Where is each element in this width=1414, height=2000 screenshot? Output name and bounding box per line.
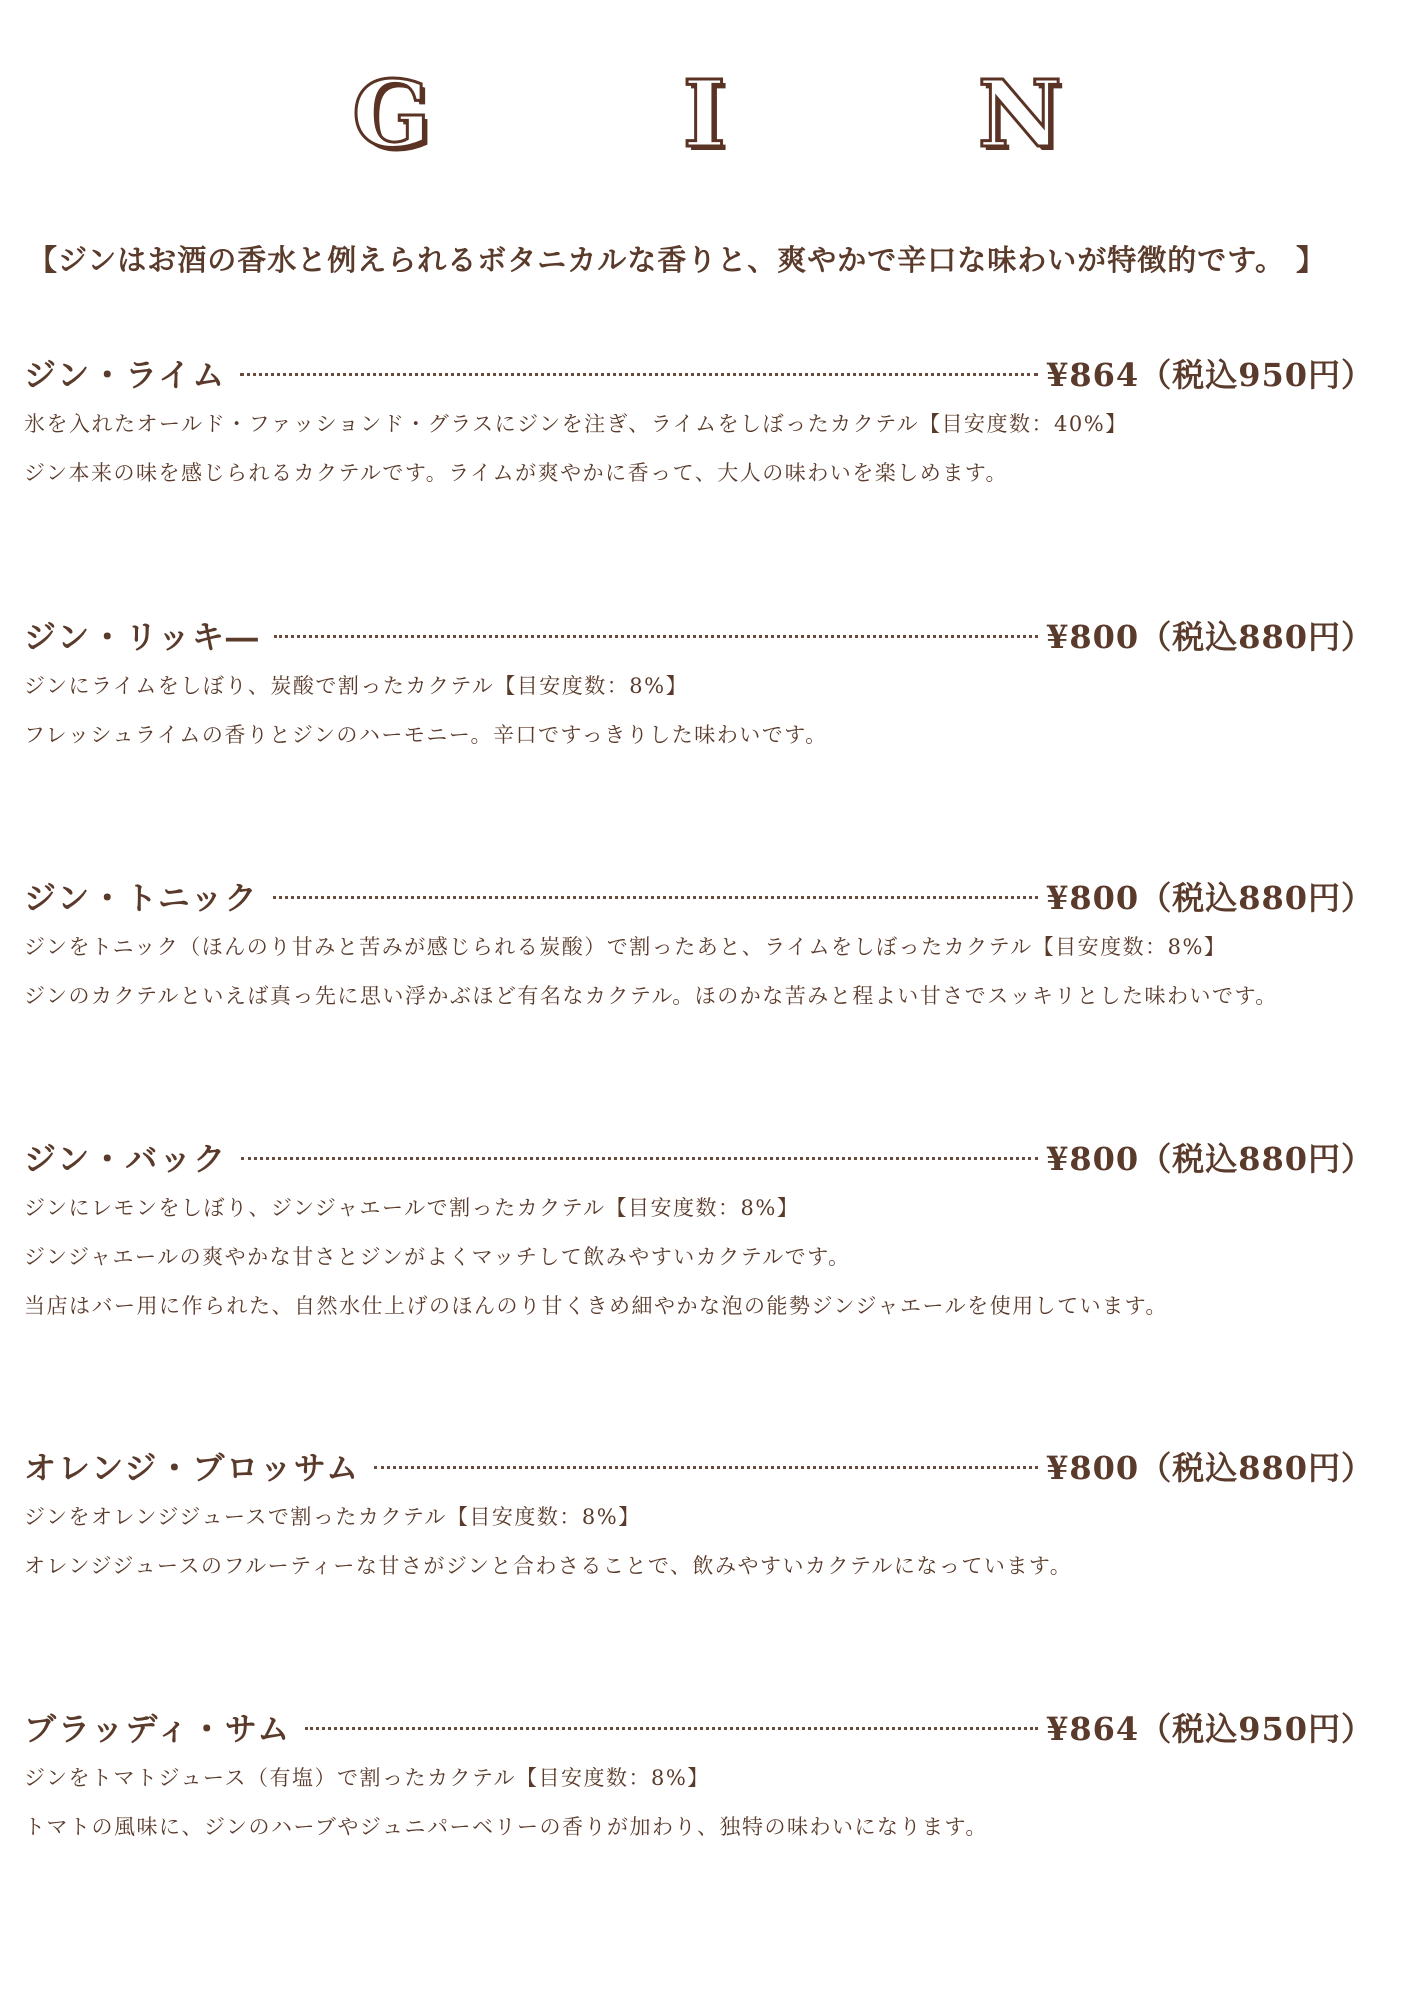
menu-item-bloody-sam: [24, 1704, 1374, 1852]
item-description: ジンをトマトジュース（有塩）で割ったカクテル【目安度数：8%】: [24, 1766, 710, 1790]
item-header: [24, 1704, 1374, 1750]
item-name: ジン・ライム: [24, 356, 227, 394]
menu-item-orange-blossom: [24, 1443, 1374, 1591]
item-price: ¥800（税込880円）: [1046, 879, 1374, 917]
dot-leader: [374, 1466, 1038, 1469]
item-header: [24, 1443, 1374, 1489]
menu-item-gin-buck: [24, 1134, 1374, 1331]
dot-leader: [240, 373, 1038, 376]
item-price: ¥864（税込950円）: [1046, 356, 1374, 394]
item-description: トマトの風味に、ジンのハーブやジュニパーベリーの香りが加わり、独特の味わいになります。: [24, 1815, 988, 1839]
item-price: ¥800（税込880円）: [1046, 618, 1374, 656]
item-description: ジンをオレンジジュースで割ったカクテル【目安度数：8%】: [24, 1505, 641, 1529]
item-header: [24, 350, 1374, 396]
dot-leader: [241, 1157, 1038, 1160]
intro-text: 【ジンはお酒の香水と例えられるボタニカルな香りと、爽やかで辛口な味わいが特徴的です。 】: [28, 243, 1327, 277]
item-name: ブラッディ・サム: [24, 1710, 292, 1748]
item-description: 当店はバー用に作られた、自然水仕上げのほんのり甘くきめ細やかな泡の能勢ジンジャエールを使用しています。: [24, 1294, 1168, 1318]
item-description: ジンジャエールの爽やかな甘さとジンがよくマッチして飲みやすいカクテルです。: [24, 1245, 851, 1269]
item-description: フレッシュライムの香りとジンのハーモニー。辛口ですっきりした味わいです。: [24, 723, 828, 747]
item-description: ジンのカクテルといえば真っ先に思い浮かぶほど有名なカクテル。ほのかな苦みと程よい甘さでスッキリとした味わいです。: [24, 984, 1278, 1008]
menu-item-gin-rickey: [24, 612, 1374, 760]
item-description: ジンにライムをしぼり、炭酸で割ったカクテル【目安度数：8%】: [24, 674, 689, 698]
item-price: ¥800（税込880円）: [1046, 1449, 1374, 1487]
item-description: 氷を入れたオールド・ファッションド・グラスにジンを注ぎ、ライムをしぼったカクテル【目安度数：40%】: [24, 412, 1128, 436]
item-price: ¥864（税込950円）: [1046, 1710, 1374, 1748]
item-description: ジンにレモンをしぼり、ジンジャエールで割ったカクテル【目安度数：8%】: [24, 1196, 800, 1220]
item-name: ジン・リッキ―: [24, 618, 260, 656]
menu-item-gin-lime: [24, 350, 1374, 498]
item-header: [24, 1134, 1374, 1180]
item-description: ジン本来の味を感じられるカクテルです。ライムが爽やかに香って、大人の味わいを楽しめます。: [24, 461, 1009, 485]
dot-leader: [274, 635, 1038, 638]
item-description: オレンジジュースのフルーティーな甘さがジンと合わさることで、飲みやすいカクテルになっています。: [24, 1554, 1073, 1578]
page-title: G I N: [352, 60, 1172, 168]
menu-item-gin-tonic: [24, 873, 1374, 1021]
dot-leader: [273, 896, 1038, 899]
item-description: ジンをトニック（ほんのり甘みと苦みが感じられる炭酸）で割ったあと、ライムをしぼったカクテル【目安度数：8%】: [24, 935, 1227, 959]
item-header: [24, 873, 1374, 919]
item-name: オレンジ・ブロッサム: [24, 1449, 361, 1487]
item-price: ¥800（税込880円）: [1046, 1140, 1374, 1178]
item-name: ジン・トニック: [24, 879, 259, 917]
dot-leader: [305, 1727, 1038, 1730]
item-name: ジン・バック: [24, 1140, 228, 1178]
item-header: [24, 612, 1374, 658]
